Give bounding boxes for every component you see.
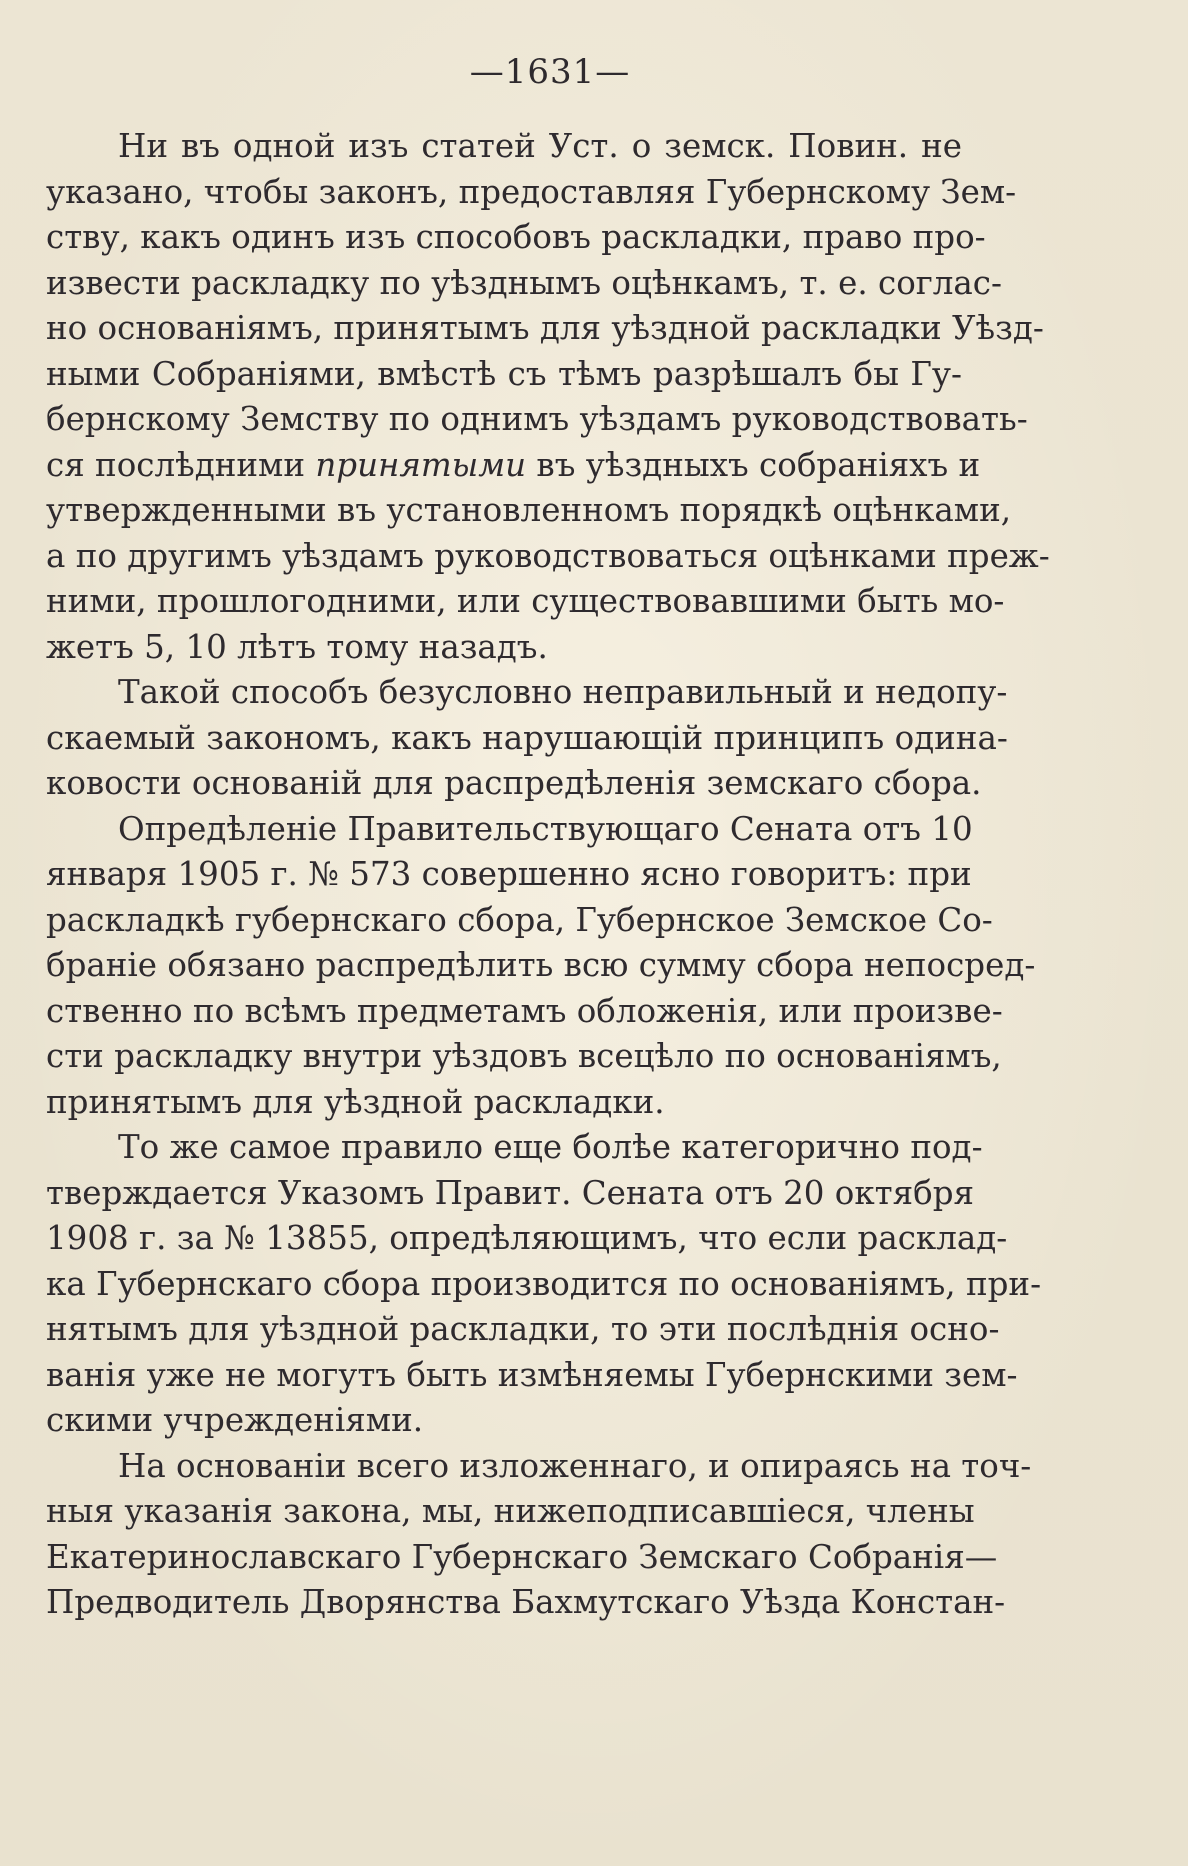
text-line: а по другимъ уѣздамъ руководствоваться оцѣнками преж- — [46, 536, 1050, 575]
text-line: ныя указанія закона, мы, нижеподписавшіеся, члены — [46, 1492, 975, 1530]
text-line: указано, чтобы законъ, предоставляя Губернскому Зем- — [46, 172, 1017, 211]
text-line: тверждается Указомъ Правит. Сената отъ 20 октября — [46, 1173, 975, 1212]
text-line: Такой способъ безусловно неправильный и недопу- — [118, 673, 1008, 711]
text-line: нятымъ для уѣздной раскладки, то эти послѣднія осно- — [46, 1310, 1000, 1348]
text-line: жетъ 5, 10 лѣтъ тому назадъ. — [46, 627, 548, 666]
paragraph — [46, 1125, 1042, 1444]
text-line: На основаніи всего изложеннаго, и опираясь на точ- — [118, 1446, 1032, 1485]
paragraph — [46, 124, 1050, 670]
text-line: ними, прошлогодними, или существовавшими быть мо- — [46, 582, 1005, 620]
text-line: Предводитель Дворянства Бахмутскаго Уѣзда Констан- — [46, 1583, 1006, 1621]
page-number: —1631— — [469, 52, 631, 92]
text-line: браніе обязано распредѣлить всю сумму сбора непосред- — [46, 946, 1036, 984]
text-line: Опредѣленіе Правительствующаго Сената отъ 10 — [118, 809, 973, 848]
text-line: ванія уже не могутъ быть измѣняемы Губернскими зем- — [46, 1355, 1018, 1394]
text-segment: въ уѣздныхъ собраніяхъ и — [526, 445, 981, 484]
text-line: сти раскладку внутри уѣздовъ всецѣло по основаніямъ, — [46, 1037, 1002, 1075]
text-segment: ся послѣдними — [46, 445, 316, 484]
body-text — [46, 124, 1050, 1626]
text-line: 1908 г. за № 13855, опредѣляющимъ, что если расклад- — [46, 1219, 1008, 1257]
text-line: раскладкѣ губернскаго сбора, Губернское Земское Со- — [46, 900, 993, 939]
text-line: ственно по всѣмъ предметамъ обложенія, или произве- — [46, 991, 1003, 1030]
text-line: ковости основаній для распредѣленія земскаго сбора. — [46, 764, 982, 802]
text-line: но основаніямъ, принятымъ для уѣздной раскладки Уѣзд- — [46, 309, 1044, 347]
emphasized-word: принятыми — [315, 445, 527, 484]
paragraph — [46, 670, 1008, 807]
paragraph — [46, 807, 1036, 1126]
text-line: скаемый закономъ, какъ нарушающій принципъ одина- — [46, 718, 1008, 757]
text-line: Екатеринославскаго Губернскаго Земскаго Собранія— — [46, 1537, 998, 1576]
text-line: бернскому Земству по однимъ уѣздамъ руководствовать- — [46, 400, 1028, 438]
text-line: То же самое правило еще болѣе категорично под- — [118, 1128, 983, 1166]
text-line: утвержденными въ установленномъ порядкѣ оцѣнками, — [46, 491, 1012, 529]
text-line: января 1905 г. № 573 совершенно ясно говоритъ: при — [46, 855, 972, 893]
text-line-with-emphasis — [46, 443, 981, 489]
text-line: ству, какъ одинъ изъ способовъ раскладки, право про- — [46, 218, 986, 256]
text-line: извести раскладку по уѣзднымъ оцѣнкамъ, т. е. соглас- — [46, 263, 1002, 302]
text-line: Ни въ одной изъ статей Уст. о земск. Повин. не — [118, 127, 962, 165]
text-line: принятымъ для уѣздной раскладки. — [46, 1082, 665, 1121]
text-line: скими учрежденіями. — [46, 1401, 424, 1439]
text-line: ными Собраніями, вмѣстѣ съ тѣмъ разрѣшалъ бы Гу- — [46, 354, 962, 393]
paragraph — [46, 1444, 1032, 1626]
text-line: ка Губернскаго сбора производится по основаніямъ, при- — [46, 1264, 1042, 1303]
